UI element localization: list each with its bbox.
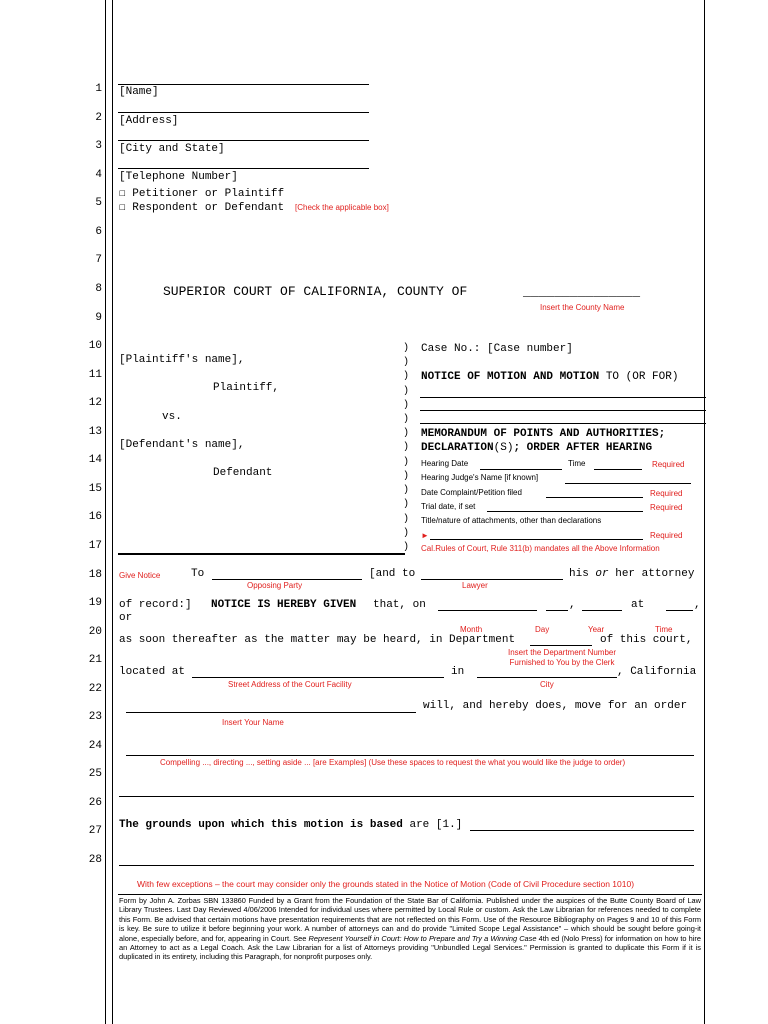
paren: ) xyxy=(403,457,410,468)
plaintiff-name-placeholder: [Plaintiff's name], xyxy=(119,354,245,366)
line-number: 14 xyxy=(88,454,102,466)
city-hint: City xyxy=(540,680,554,689)
month-field[interactable] xyxy=(438,610,537,611)
order-after-hearing: ; ORDER AFTER HEARING xyxy=(513,442,653,454)
hearing-date-field[interactable] xyxy=(480,469,562,470)
notice-given-label: NOTICE IS HEREBY GIVEN xyxy=(211,599,357,611)
city-state-field-line[interactable] xyxy=(118,140,369,141)
rule-311-notice: Cal.Rules of Court, Rule 311(b) mandates all the Above Information xyxy=(421,544,660,553)
line-number: 7 xyxy=(95,254,102,266)
order-request-line-2[interactable] xyxy=(119,796,694,797)
california-label: , California xyxy=(617,666,697,678)
time-of-hearing-field[interactable] xyxy=(666,610,693,611)
line-19-or: or xyxy=(119,612,133,624)
footer-book-title: Represent Yourself in Court: How to Prepare and Try a Winning Case xyxy=(308,933,537,943)
grounds-line xyxy=(119,819,462,831)
comma: , xyxy=(569,599,576,611)
paren: ) xyxy=(403,514,410,525)
paren: ) xyxy=(403,400,410,411)
grounds-bold: The grounds upon which this motion is based xyxy=(119,819,403,831)
paren: ) xyxy=(403,343,410,354)
line-number: 20 xyxy=(88,626,102,638)
lawyer-hint: Lawyer xyxy=(462,581,488,590)
month-hint: Month xyxy=(460,625,483,634)
line-number: 11 xyxy=(88,369,102,381)
motion-purpose-line-1[interactable] xyxy=(420,397,706,398)
defendant-name-placeholder: [Defendant's name], xyxy=(119,439,245,451)
line-number: 23 xyxy=(88,711,102,723)
attachments-label: Title/nature of attachments, other than declarations xyxy=(421,516,602,525)
memorandum-title: MEMORANDUM OF POINTS AND AUTHORITIES; xyxy=(421,428,666,440)
defendant-label: Defendant xyxy=(213,467,273,479)
comma: , xyxy=(694,599,701,611)
county-field[interactable]: _______________ xyxy=(523,284,641,299)
line-number: 21 xyxy=(88,654,102,666)
time-field[interactable] xyxy=(594,469,642,470)
petitioner-checkbox[interactable]: ☐ Petitioner or Plaintiff xyxy=(119,188,285,200)
judge-name-label: Hearing Judge's Name [if known] xyxy=(421,473,539,482)
line-number: 4 xyxy=(95,169,102,181)
street-address-hint: Street Address of the Court Facility xyxy=(228,680,352,689)
line-number: 22 xyxy=(88,683,102,695)
address-placeholder: [Address] xyxy=(119,115,179,127)
phone-placeholder: [Telephone Number] xyxy=(119,171,238,183)
hearing-date-label: Hearing Date xyxy=(421,459,469,468)
line-number: 5 xyxy=(95,197,102,209)
notice-title-bold: NOTICE OF MOTION AND MOTION xyxy=(421,371,600,383)
margin-line-right xyxy=(704,0,705,1024)
year-hint: Year xyxy=(588,625,605,634)
complaint-filed-label: Date Complaint/Petition filed xyxy=(421,488,522,497)
footer-text-a: Form by John A. Zorbas SBN 133860 Funded by a Grant from the Foundation of the State Bar of California. Published under the auspices of the Butte County Board of Law Library Trustees. Last Day Reviewed 4/06/2006 Intended for individual uses where permitted by Local Rule or custom. Ask the Law Librarian for references needed to complete this Form. Be advised that certain motions have presentation requirements that are not reflected on this Form. Use of the Resource Bibliography on Pages 9 and 10 of this Form is key. Be sure to utilize it before beginning your work. A number of attorneys can and do provide "Limited Scope Legal Assistance" – which should be sought before going-it alone, especially before, and for, appearing in Court. See xyxy=(119,896,701,943)
paren: ) xyxy=(403,428,410,439)
paren: ) xyxy=(403,528,410,539)
grounds-field-2[interactable] xyxy=(119,865,694,866)
name-placeholder: [Name] xyxy=(119,86,159,98)
time-label: Time xyxy=(568,459,586,468)
notice-title-rest: TO (OR FOR) xyxy=(599,371,679,383)
city-field[interactable] xyxy=(477,677,617,678)
paren: ) xyxy=(403,414,410,425)
paren: ) xyxy=(403,386,410,397)
caption-bottom-rule xyxy=(118,553,405,555)
footer-text-b: 4th ed (Nolo Press) for information on how to hire an Attorney to act as a Legal Coach. Ask the Law Librarian for a list of Attorneys providing "Unbundled Legal Services." Permission is granted to duplicate this Form if it is duplicated in its entirety, including this Paragraph, for nonprofit purposes only. xyxy=(119,933,702,962)
or-label: or xyxy=(595,568,609,580)
line-number: 28 xyxy=(88,854,102,866)
versus-label: vs. xyxy=(162,411,182,423)
required-tag: Required xyxy=(650,489,683,498)
check-box-hint: [Check the applicable box] xyxy=(295,203,389,212)
opposing-party-field[interactable] xyxy=(212,579,362,580)
line-number: 18 xyxy=(88,569,102,581)
motion-purpose-line-3[interactable] xyxy=(420,423,706,424)
complaint-filed-field[interactable] xyxy=(546,497,643,498)
paren: ) xyxy=(403,499,410,510)
line-number: 19 xyxy=(88,597,102,609)
motion-purpose-line-2[interactable] xyxy=(420,410,706,411)
line-number: 9 xyxy=(95,312,102,324)
day-hint: Day xyxy=(535,625,550,634)
respondent-checkbox[interactable]: ☐ Respondent or Defendant xyxy=(119,202,285,214)
paren: ) xyxy=(403,471,410,482)
line-number: 13 xyxy=(88,426,102,438)
declaration-title xyxy=(421,442,652,454)
address-field-line[interactable] xyxy=(118,112,369,113)
her-attorney-label: her attorney xyxy=(615,568,695,580)
notice-of-motion-title xyxy=(421,371,678,383)
to-label: To xyxy=(191,568,205,580)
line-number: 3 xyxy=(95,140,102,152)
line-number: 6 xyxy=(95,226,102,238)
give-notice-hint: Give Notice xyxy=(119,571,161,580)
declaration-bold: DECLARATION xyxy=(421,442,494,454)
in-label: in xyxy=(451,666,465,678)
line-number: 12 xyxy=(88,397,102,409)
time-hint: Time xyxy=(655,625,673,634)
day-field[interactable] xyxy=(546,610,568,611)
his-or-her-attorney xyxy=(569,568,694,580)
located-at-label: located at xyxy=(119,666,186,678)
line-number: 25 xyxy=(88,768,102,780)
required-tag: Required xyxy=(652,460,685,469)
attachments-field[interactable] xyxy=(430,539,643,540)
that-on-label: that, on xyxy=(373,599,426,611)
line-number: 10 xyxy=(88,340,102,352)
margin-line-left-inner xyxy=(112,0,113,1024)
declaration-s: (S) xyxy=(493,442,514,454)
line-number: 16 xyxy=(88,511,102,523)
footer-paragraph xyxy=(119,896,701,962)
required-tag: Required xyxy=(650,503,683,512)
your-name-hint: Insert Your Name xyxy=(222,718,284,727)
paren: ) xyxy=(403,485,410,496)
line-number: 8 xyxy=(95,283,102,295)
as-soon-text: as soon thereafter as the matter may be heard, in Department xyxy=(119,634,516,646)
margin-line-left-outer xyxy=(105,0,106,1024)
year-field[interactable] xyxy=(582,610,622,611)
county-hint: Insert the County Name xyxy=(540,303,625,312)
order-request-line-1[interactable] xyxy=(126,755,694,756)
plaintiff-label: Plaintiff, xyxy=(213,382,280,394)
street-address-field[interactable] xyxy=(192,677,444,678)
line-number: 2 xyxy=(95,112,102,124)
few-exceptions-note: With few exceptions – the court may consider only the grounds stated in the Notice of Motion (Code of Civil Procedure section 1010) xyxy=(137,879,635,889)
grounds-field-1[interactable] xyxy=(470,830,694,831)
paren: ) xyxy=(403,442,410,453)
phone-field-line[interactable] xyxy=(118,168,369,169)
line-number: 17 xyxy=(88,540,102,552)
department-field[interactable] xyxy=(530,645,592,646)
order-request-hint: Compelling ..., directing ..., setting aside ... [are Examples] (Use these spaces to request the what you would like the judge to order) xyxy=(160,758,626,767)
department-hint: Insert the Department Number Furnished to You by the Clerk xyxy=(507,648,617,667)
footer-rule xyxy=(118,894,702,895)
court-title: SUPERIOR COURT OF CALIFORNIA, COUNTY OF xyxy=(163,284,468,299)
line-number: 1 xyxy=(95,83,102,95)
line-number: 24 xyxy=(88,740,102,752)
case-number-field[interactable]: Case No.: [Case number] xyxy=(421,343,573,355)
and-to-label: [and to xyxy=(369,568,416,580)
paren: ) xyxy=(403,371,410,382)
opposing-party-hint: Opposing Party xyxy=(247,581,303,590)
moving-party-name-field[interactable] xyxy=(126,712,416,713)
his-label: his xyxy=(569,568,589,580)
name-field-line[interactable] xyxy=(118,84,369,85)
paren: ) xyxy=(403,357,410,368)
arrow-icon: ► xyxy=(421,531,429,540)
line-number: 27 xyxy=(88,825,102,837)
city-state-placeholder: [City and State] xyxy=(119,143,225,155)
of-this-court-label: of this court, xyxy=(600,634,693,646)
trial-date-field[interactable] xyxy=(487,511,643,512)
lawyer-field[interactable] xyxy=(421,579,563,580)
paren: ) xyxy=(403,542,410,553)
at-label: at xyxy=(631,599,645,611)
line-number: 26 xyxy=(88,797,102,809)
judge-name-field[interactable] xyxy=(565,483,691,484)
will-move-text: will, and hereby does, move for an order xyxy=(423,700,688,712)
required-tag: Required xyxy=(650,531,683,540)
line-number: 15 xyxy=(88,483,102,495)
grounds-rest: are [1.] xyxy=(409,819,463,831)
trial-date-label: Trial date, if set xyxy=(421,502,476,511)
of-record-label: of record:] xyxy=(119,599,192,611)
